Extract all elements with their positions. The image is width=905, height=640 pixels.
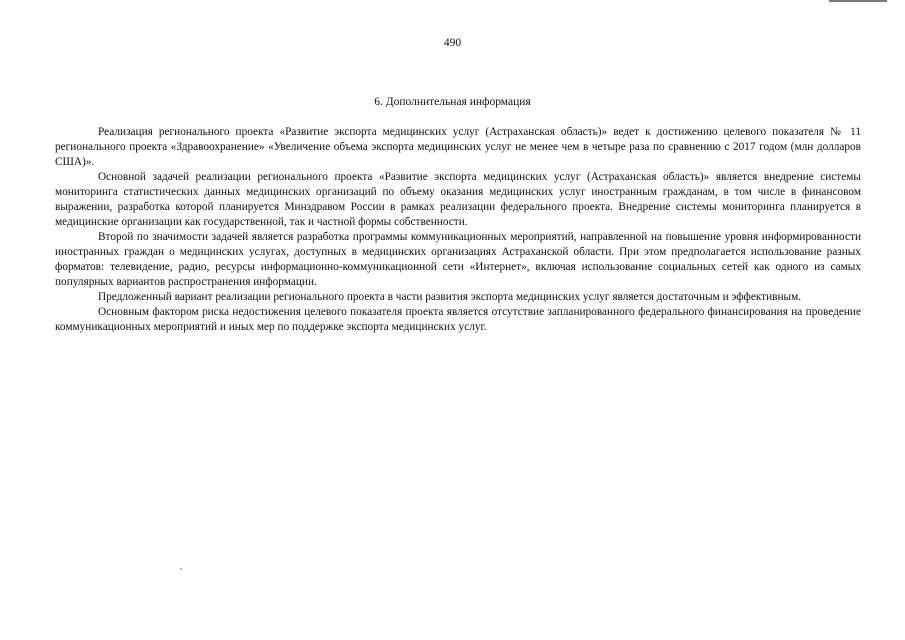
page-number: 490 [443, 37, 462, 49]
paragraph-main-task: Основной задачей реализации регионального проекта «Развитие экспорта медицинских услуг (Астраханская область)» является внедрение системы мониторинга статистических данных медицинских организаций по объему оказания медицинских услуг иностранным гражданам, в том числе в финансовом выражении, разработка которой планируется Минздравом России в рамках реализации федерального проекта. Внедрение системы мониторинга планируется в медицинские организации как государственной, так и частной формы собственности. [55, 171, 861, 228]
paragraph-second-task: Второй по значимости задачей является разработка программы коммуникационных мероприятий, направленной на повышение уровня информированности иностранных граждан о медицинских услугах, доступных в медицинских организациях Астраханской области. При этом предполагается использование разных форматов: телевидение, радио, ресурсы информационно-коммуникационной сети «Интернет», включая использование социальных сетей как одного из самых популярных вариантов распространения информации. [55, 231, 861, 288]
top-edge-rule [829, 0, 887, 2]
paragraph-target-indicator: Реализация регионального проекта «Развитие экспорта медицинских услуг (Астраханская область)» ведет к достижению целевого показателя № 11 регионального проекта «Здравоохранение» «Увеличение объема экспорта медицинских услуг не менее чем в четыре раза по сравнению с 2017 годом (млн долларов США)». [55, 126, 861, 168]
scan-speck [180, 568, 182, 570]
paragraph-risk-factor: Основным фактором риска недостижения целевого показателя проекта является отсутствие запланированного федерального финансирования на проведение коммуникационных мероприятий и иных мер по поддержке экспорта медицинских услуг. [55, 306, 861, 333]
paragraph-sufficiency: Предложенный вариант реализации регионального проекта в части развития экспорта медицинских услуг является достаточным и эффективным. [98, 291, 802, 303]
document-body [55, 125, 861, 335]
section-heading: 6. Дополнительная информация [374, 96, 531, 108]
